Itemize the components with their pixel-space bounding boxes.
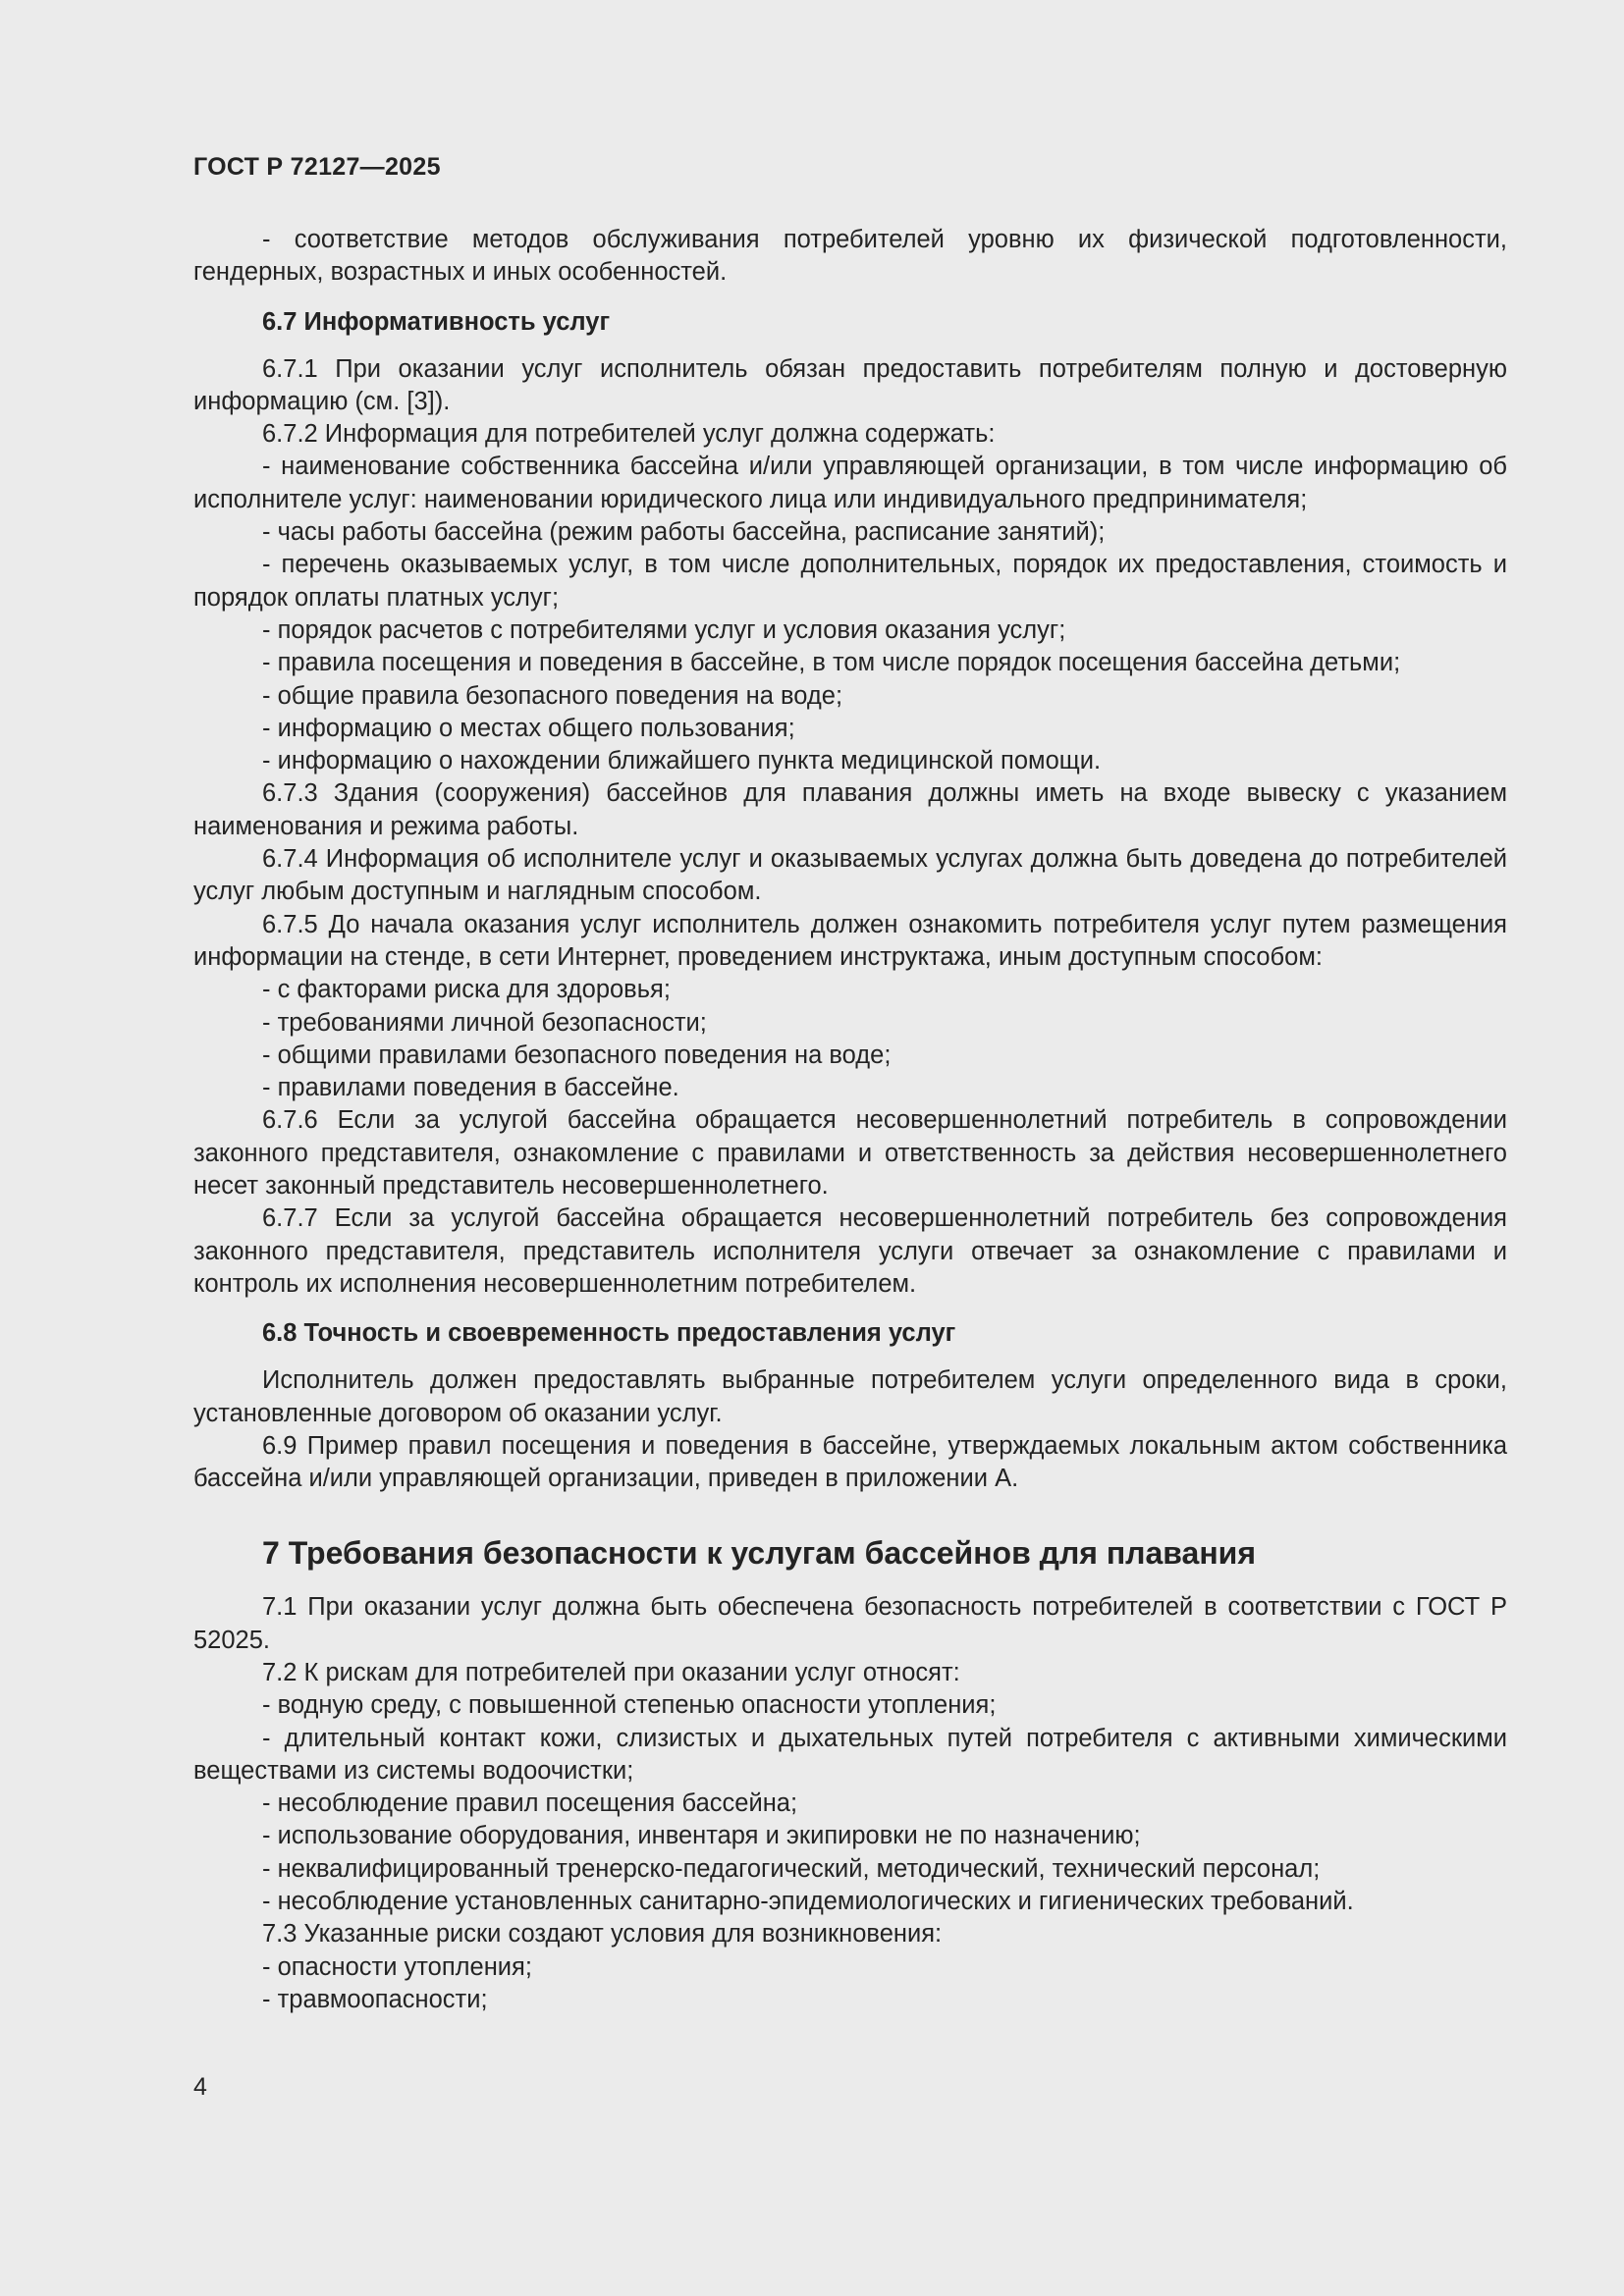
list-item: - правила посещения и поведения в бассейне, в том числе порядок посещения бассейна детьми; — [262, 649, 1401, 677]
paragraph-6-7-3: 6.7.3 Здания (сооружения) бассейнов для плавания должны иметь на входе вывеску с указанием наименования и режима работы. — [193, 779, 1507, 840]
paragraph-6-7-4: 6.7.4 Информация об исполнителе услуг и оказываемых услугах должна быть доведена до потребителей услуг любым доступным и наглядным способом. — [193, 845, 1507, 906]
paragraph-7-2: 7.2 К рискам для потребителей при оказании услуг относят: — [262, 1658, 960, 1686]
section-7-heading: 7 Требования безопасности к услугам бассейнов для плавания — [262, 1535, 1257, 1572]
list-item: - часы работы бассейна (режим работы бассейна, расписание занятий); — [262, 518, 1106, 547]
list-item: - использование оборудования, инвентаря и экипировки не по назначению; — [262, 1822, 1141, 1850]
paragraph-6-7-6: 6.7.6 Если за услугой бассейна обращается несовершеннолетний потребитель в сопровождении законного представителя, ознакомление с правилами и ответственность за действия несовершеннолетнего несет законный представитель несовершеннолетнего. — [193, 1106, 1507, 1201]
paragraph-6-7-7: 6.7.7 Если за услугой бассейна обращается несовершеннолетний потребитель без сопровождения законного представителя, представитель исполнителя услуги отвечает за ознакомление с правилами и контроль их исполнения несовершеннолетним потребителем. — [193, 1204, 1507, 1298]
paragraph-7-1: 7.1 При оказании услуг должна быть обеспечена безопасность потребителей в соответствии с ГОСТ Р 52025. — [193, 1593, 1507, 1654]
list-item: - несоблюдение установленных санитарно-эпидемиологических и гигиенических требований. — [262, 1888, 1354, 1916]
list-item: - длительный контакт кожи, слизистых и дыхательных путей потребителя с активными химическими веществами из системы водоочистки; — [193, 1724, 1507, 1785]
list-item: - травмоопасности; — [262, 1985, 488, 2013]
section-6-7-heading: 6.7 Информативность услуг — [262, 307, 611, 336]
list-item: - водную среду, с повышенной степенью опасности утопления; — [262, 1691, 997, 1720]
section-7-body — [193, 1591, 1507, 2016]
list-item: - информацию о нахождении ближайшего пункта медицинской помощи. — [262, 747, 1102, 775]
section-6-7-body — [193, 353, 1507, 1302]
list-item: - перечень оказываемых услуг, в том числе дополнительных, порядок их предоставления, стоимость и порядок оплаты платных услуг; — [193, 551, 1507, 612]
list-item: - наименование собственника бассейна и/или управляющей организации, в том числе информацию об исполнителе услуг: наименовании юридического лица или индивидуального предпринимателя; — [193, 453, 1507, 513]
document-body — [193, 224, 1507, 2016]
list-item: - несоблюдение правил посещения бассейна; — [262, 1789, 798, 1818]
page-number: 4 — [193, 2073, 207, 2101]
list-item: - опасности утопления; — [262, 1952, 532, 1981]
paragraph-6-7-5: 6.7.5 До начала оказания услуг исполнитель должен ознакомить потребителя услуг путем размещения информации на стенде, в сети Интернет, проведением инструктажа, иным доступным способом: — [193, 910, 1507, 971]
section-6-8-body — [193, 1364, 1507, 1495]
paragraph-6-7-2: 6.7.2 Информация для потребителей услуг должна содержать: — [262, 420, 996, 449]
paragraph-6-7-1: 6.7.1 При оказании услуг исполнитель обязан предоставить потребителям полную и достоверную информацию (см. [3]). — [193, 354, 1507, 415]
list-item: - общими правилами безопасного поведения на воде; — [262, 1041, 892, 1069]
list-item: - информацию о местах общего пользования; — [262, 714, 795, 742]
list-item: - общие правила безопасного поведения на воде; — [262, 681, 843, 710]
paragraph-7-3: 7.3 Указанные риски создают условия для возникновения: — [262, 1920, 943, 1949]
section-6-8-heading: 6.8 Точность и своевременность предоставления услуг — [262, 1319, 956, 1348]
paragraph-6-8: Исполнитель должен предоставлять выбранные потребителем услуги определенного вида в сроки, установленные договором об оказании услуг. — [193, 1366, 1507, 1427]
paragraph-6-9: 6.9 Пример правил посещения и поведения в бассейне, утверждаемых локальным актом собственника бассейна и/или управляющей организации, приведен в приложении А. — [193, 1431, 1507, 1493]
list-item: - с факторами риска для здоровья; — [262, 976, 671, 1004]
list-item: - неквалифицированный тренерско-педагогический, методический, технический персонал; — [262, 1854, 1321, 1883]
list-item: - требованиями личной безопасности; — [262, 1008, 707, 1037]
list-item: - правилами поведения в бассейне. — [262, 1074, 679, 1102]
list-item: - порядок расчетов с потребителями услуг и условия оказания услуг; — [262, 615, 1066, 644]
document-header-title: ГОСТ Р 72127—2025 — [193, 153, 441, 181]
paragraph-intro: - соответствие методов обслуживания потребителей уровню их физической подготовленности, гендерных, возрастных и иных особенностей. — [193, 226, 1507, 287]
